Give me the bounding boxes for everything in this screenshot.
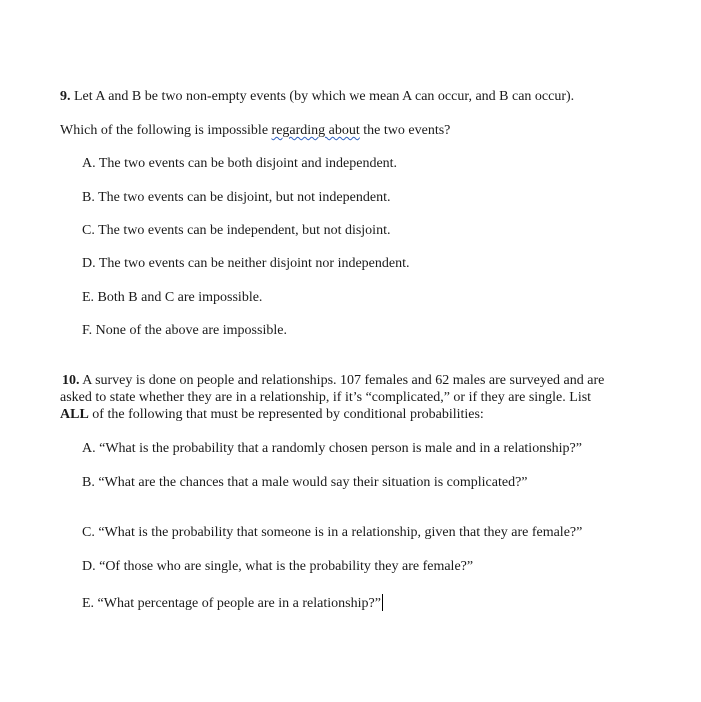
q9-number: 9. <box>60 89 71 104</box>
q10-number: 10. <box>62 373 80 388</box>
q10-stem-line-2: asked to state whether they are in a relationship, if it’s “complicated,” or if they are single. List <box>60 390 592 405</box>
q10-stem-text-3: of the following that must be represented by conditional probabilities: <box>88 407 484 422</box>
q9-option-c: C. The two events can be independent, but not disjoint. <box>82 223 391 238</box>
q9-option-d: D. The two events can be neither disjoint nor independent. <box>82 256 410 271</box>
q10-stem-text-1: A survey is done on people and relationships. 107 females and 62 males are surveyed and are <box>79 373 605 388</box>
q9-prompt-end-text: the two events? <box>359 123 451 138</box>
q10-stem-line-3 <box>60 406 484 423</box>
q9-prompt-flagged-text: regarding about <box>271 123 360 138</box>
q10-option-e <box>82 594 383 612</box>
q10-option-d: D. “Of those who are single, what is the probability they are female?” <box>82 559 474 574</box>
q9-stem <box>60 88 574 105</box>
q10-option-e-text: E. “What percentage of people are in a relationship?” <box>82 596 381 611</box>
text-cursor <box>382 594 383 611</box>
q10-all-emphasis: ALL <box>60 407 89 422</box>
q10-stem-line-1 <box>62 372 604 389</box>
q9-option-b: B. The two events can be disjoint, but not independent. <box>82 190 391 205</box>
q9-stem-text: Let A and B be two non-empty events (by which we mean A can occur, and B can occur). <box>70 89 575 104</box>
q10-option-b: B. “What are the chances that a male would say their situation is complicated?” <box>82 475 528 490</box>
q10-option-a: A. “What is the probability that a randomly chosen person is male and in a relationship?” <box>82 441 582 456</box>
q9-prompt-text: Which of the following is impossible <box>60 123 272 138</box>
q9-option-f: F. None of the above are impossible. <box>82 323 287 338</box>
q9-option-e: E. Both B and C are impossible. <box>82 290 263 305</box>
q10-option-c: C. “What is the probability that someone is in a relationship, given that they are female?” <box>82 525 583 540</box>
q9-option-a: A. The two events can be both disjoint and independent. <box>82 156 398 171</box>
q9-prompt <box>60 122 450 139</box>
